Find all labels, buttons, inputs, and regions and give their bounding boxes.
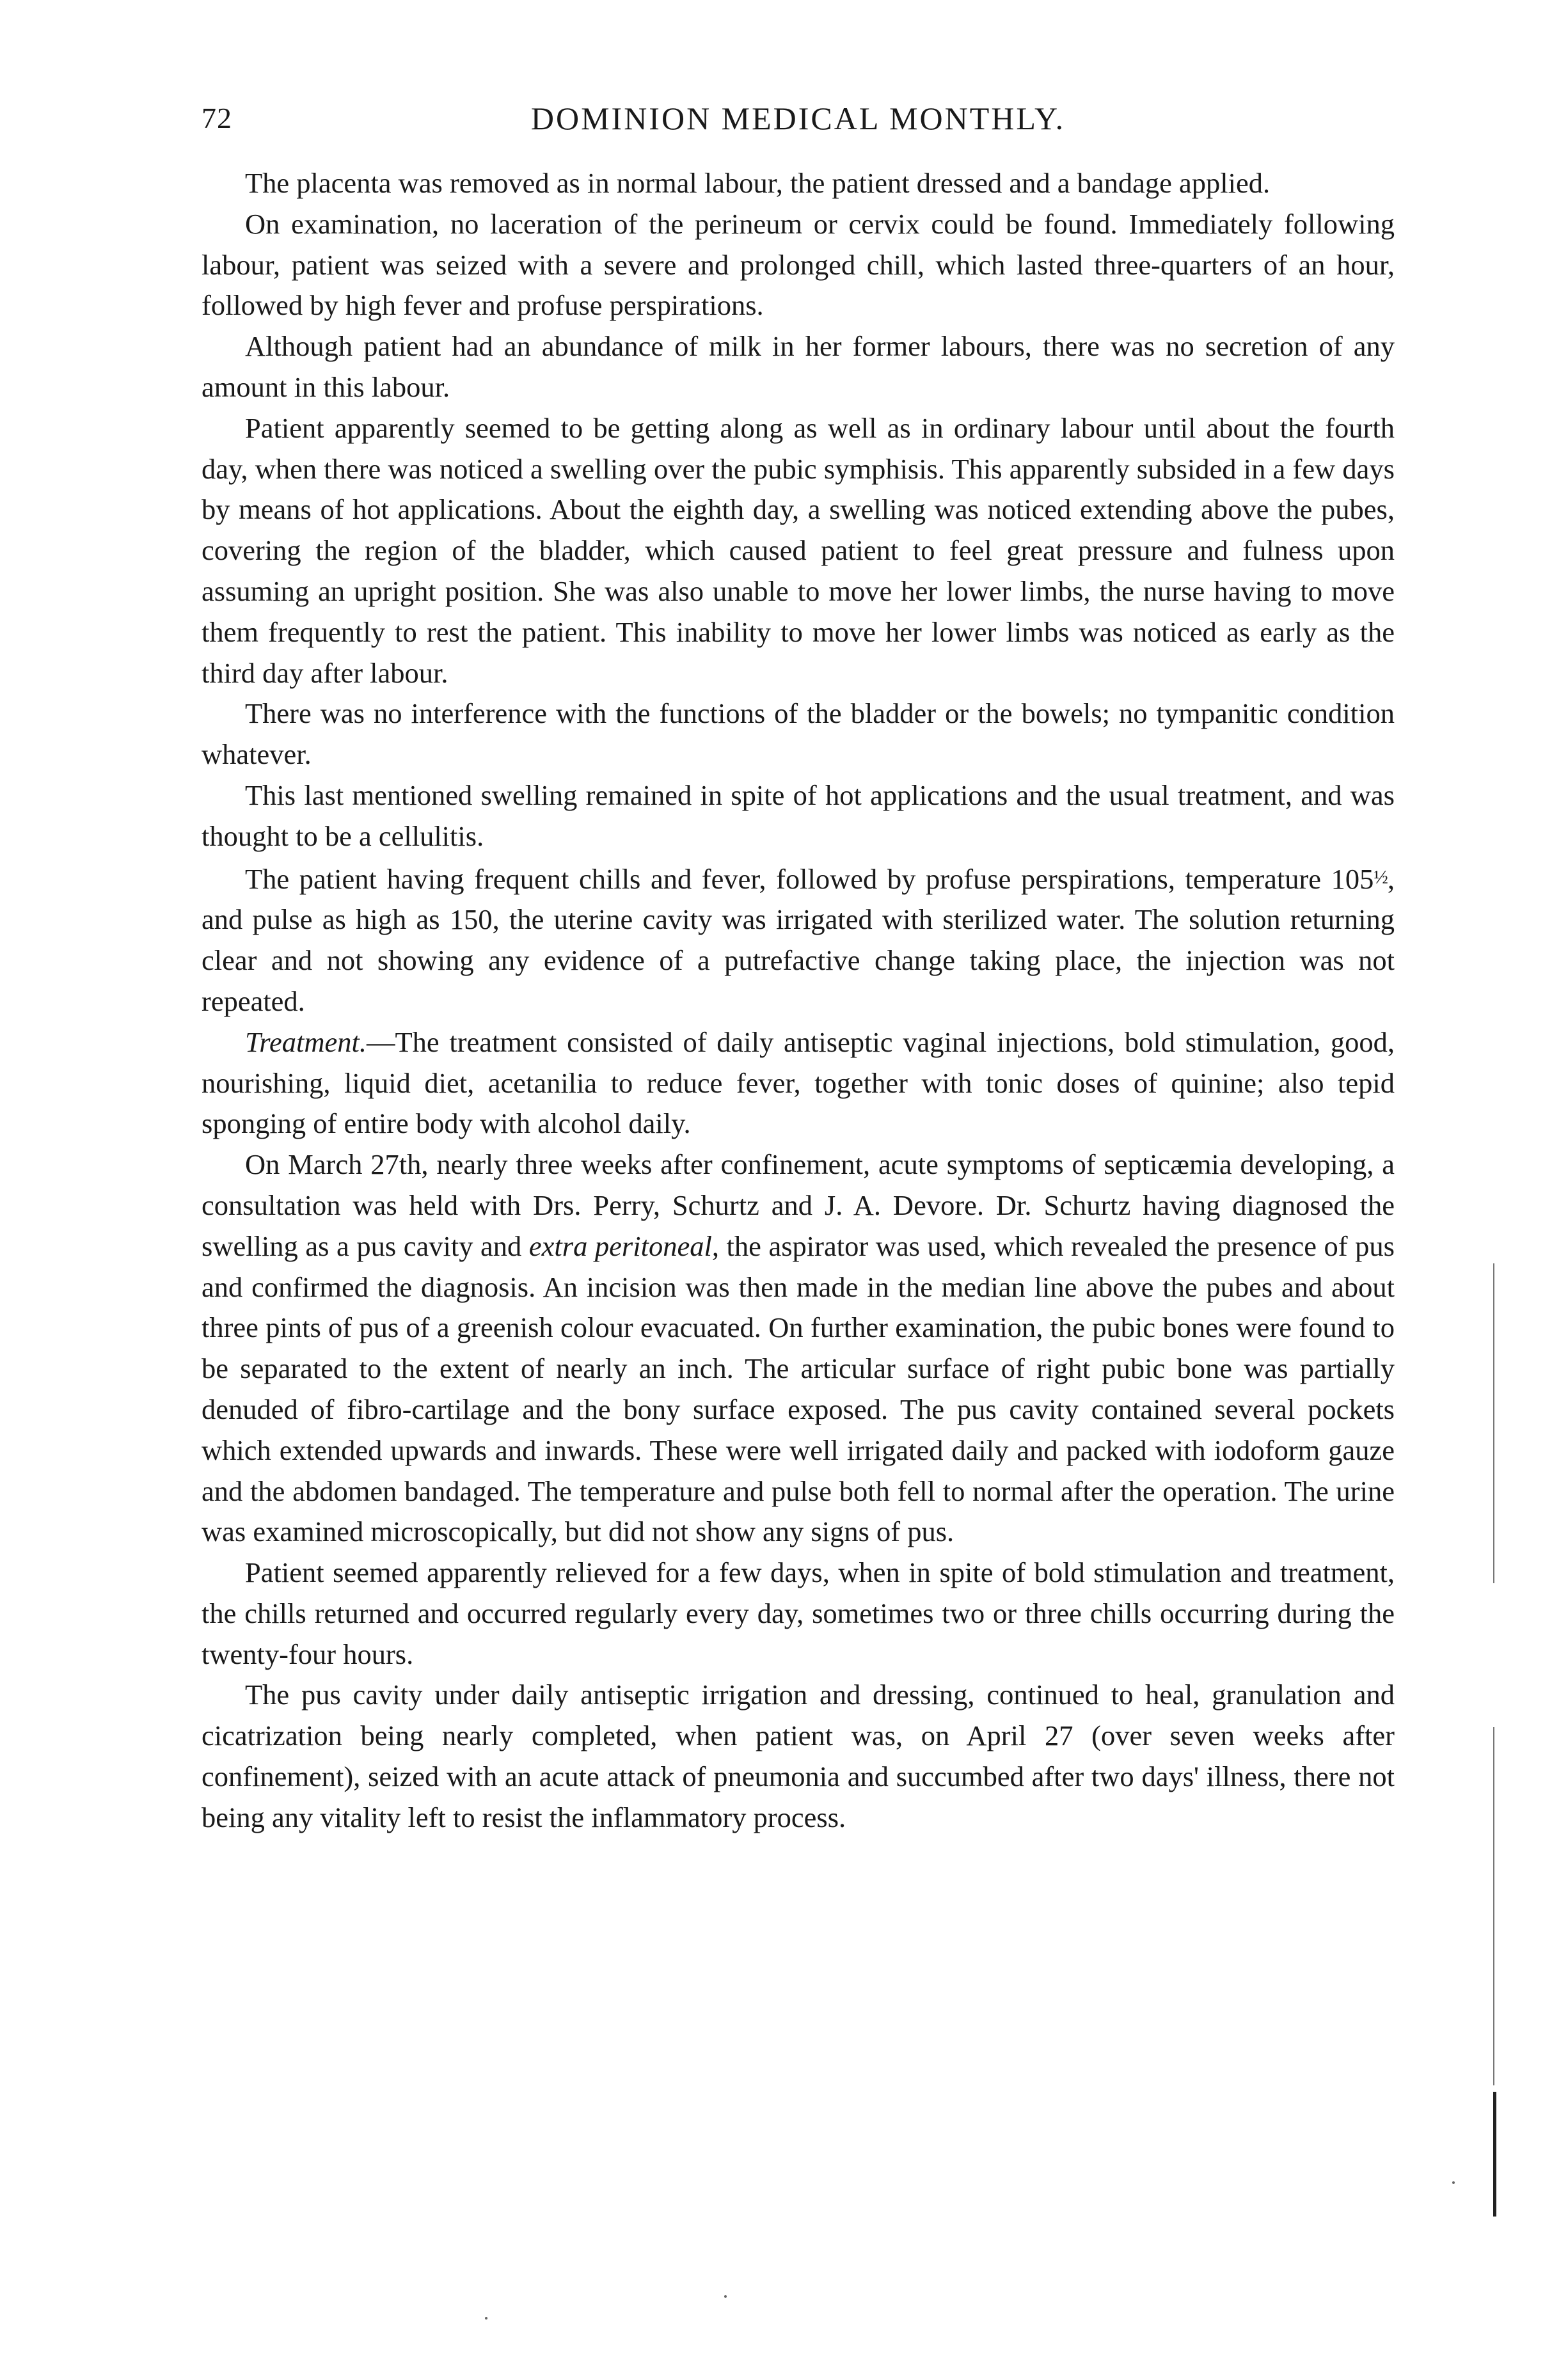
paragraph-irrigation [202, 857, 1395, 1022]
paragraph-treatment [202, 1022, 1395, 1144]
paragraph-cellulitis: This last mentioned swelling remained in spite of hot applications and the usual treatment, and was thought to be a cellulitis. [202, 778, 1395, 852]
paragraph-milk: Although patient had an abundance of milk in her former labours, there was no secretion of any amount in this labour. [202, 330, 1395, 403]
paragraph-bladder: There was no interference with the functions of the bladder or the bowels; no tympanitic condition whatever. [202, 697, 1395, 771]
extra-peritoneal-term: extra peritoneal [528, 1229, 712, 1262]
margin-scan-line-lower [1493, 2092, 1496, 2217]
scan-speck [485, 2317, 487, 2320]
scan-speck [724, 2295, 727, 2298]
page-number: 72 [202, 102, 232, 134]
paragraph-outcome: The pus cavity under daily antiseptic irrigation and dressing, continued to heal, granulation and cicatrization being nearly completed, when patient was, on April 27 (over seven weeks after confinement), seized with an acute attack of pneumonia and succumbed after two days' illness, there not being any vitality left to resist the inflammatory process. [202, 1679, 1395, 1833]
irrigation-text-end: , and pulse as high as 150, the uterine cavity was irrigated with sterilized water. The solution returning clear and not showing any evidence of a putrefactive change taking place, the injection was not repeated. [202, 862, 1395, 1017]
treatment-text: —The treatment consisted of daily antiseptic vaginal injections, bold stimulation, good, nourishing, liquid diet, acetanilia to reduce fever, together with tonic doses of quinine; also tepid sponging of entire body with alcohol daily. [202, 1025, 1395, 1140]
paragraph-examination: On examination, no laceration of the perineum or cervix could be found. Immediately following labour, patient was seized with a severe and prolonged chill, which lasted three-quarters of an hour, followed by high fever and profuse perspirations. [202, 207, 1395, 322]
paragraph-swelling: Patient apparently seemed to be getting along as well as in ordinary labour until about the fourth day, when there was noticed a swelling over the pubic symphisis. This apparently subsided in a few days by means of hot applications. About the eighth day, a swelling was noticed extending above the pubes, covering the region of the bladder, which caused patient to feel great pressure and fulness upon assuming an upright position. She was also unable to move her lower limbs, the nurse having to move them frequently to rest the patient. This inability to move her lower limbs was noticed as early as the third day after labour. [202, 411, 1395, 689]
irrigation-text-start: The patient having frequent chills and fever, followed by profuse perspirations, temperature 105 [245, 862, 1374, 895]
treatment-heading: Treatment. [245, 1025, 367, 1058]
paragraph-consultation [202, 1144, 1395, 1553]
paragraph-relapse: Patient seemed apparently relieved for a few days, when in spite of bold stimulation and treatment, the chills returned and occurred regularly every day, sometimes two or three chills occurring during the twenty-four hours. [202, 1556, 1395, 1670]
margin-scan-line-middle [1493, 1727, 1494, 2085]
consultation-text-end: , the aspirator was used, which revealed the presence of pus and confirmed the diagnosis. An incision was then made in the median line above the pubes and about three pints of pus of a greenish colour evacuated. On further examination, the pubic bones were found to be separated to the extent of nearly an inch. The articular surface of right pubic bone was partially denuded of fibro-cartilage and the bony surface exposed. The pus cavity contained several pockets which extended upwards and inwards. These were well irrigated daily and packed with iodoform gauze and the abdomen bandaged. The temperature and pulse both fell to normal after the operation. The urine was examined microscopically, but did not show any signs of pus. [202, 1229, 1395, 1548]
scan-speck [1452, 2181, 1455, 2184]
paragraph-placenta: The placenta was removed as in normal labour, the patient dressed and a bandage applied. [245, 167, 1271, 199]
temperature-fraction: ½ [1374, 866, 1388, 888]
margin-scan-line-upper [1493, 1263, 1494, 1583]
running-head: DOMINION MEDICAL MONTHLY. [530, 100, 1066, 136]
article-body [202, 163, 1395, 1838]
page-header [202, 96, 1395, 141]
consultation-text-start: On March 27th, nearly three weeks after confinement, acute symptoms of septicæmia developing, a consultation was held with Drs. Perry, Schurtz and J. A. Devore. Dr. Schurtz having diagnosed the swelling as a pus cavity and [202, 1148, 1395, 1262]
